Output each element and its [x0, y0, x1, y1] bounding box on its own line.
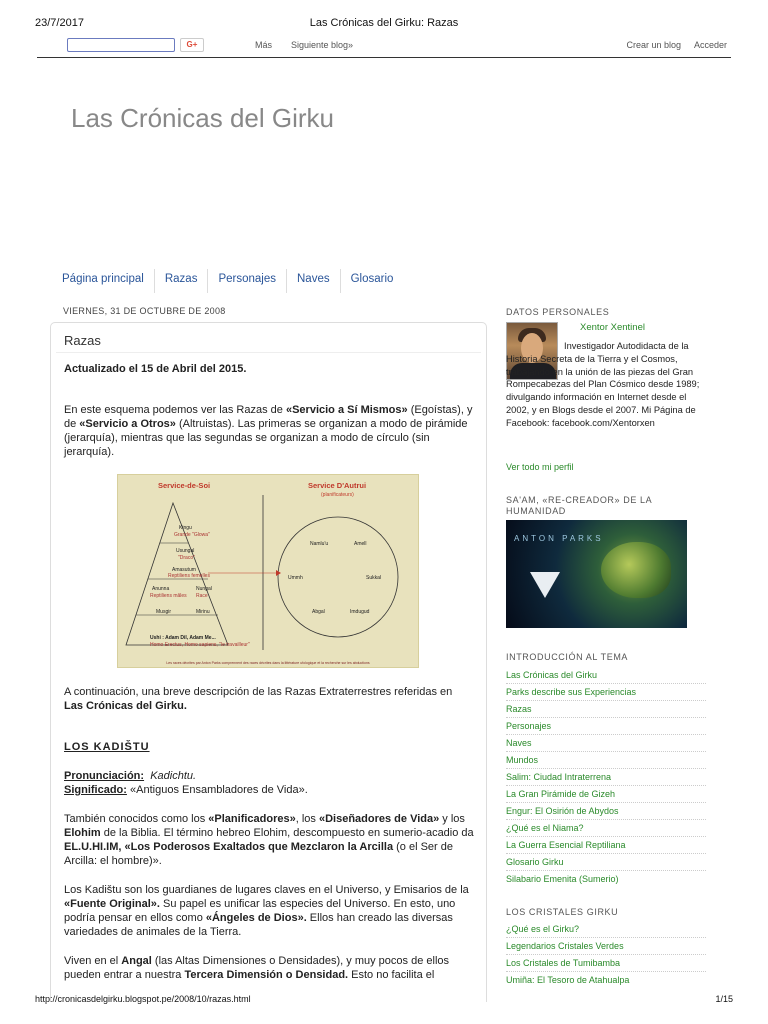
diagram-label: Kingu — [179, 525, 192, 531]
tab-razas[interactable]: Razas — [155, 269, 209, 293]
list-item[interactable]: Naves — [506, 735, 706, 752]
kadistu-paragraph-2: Los Kadištu son los guardianes de lugares claves en el Universo, y Emisarios de la «Fuente Original». Su papel es unificar las especies del Universo. En esto, uno podría pensar en ellos como «Ángeles de Dios». Ellos han creado las diversas variedades de animales de la Tierra. — [64, 884, 469, 938]
updated-note: Actualizado el 15 de Abril del 2015. — [64, 363, 247, 375]
diagram-right-title: Service D'Autrui — [308, 481, 367, 490]
post-title[interactable]: Razas — [64, 333, 101, 348]
list-item[interactable]: Silabario Emenita (Sumerio) — [506, 874, 619, 884]
crystals-heading: LOS CRISTALES GIRKU — [506, 907, 619, 917]
diagram-label: "Draco" — [178, 555, 195, 561]
search-input[interactable] — [67, 38, 175, 52]
list-item[interactable]: ¿Qué es el Niama? — [506, 820, 706, 837]
diagram-label: Imdugud — [350, 609, 370, 615]
diagram-label: Amell — [354, 541, 367, 547]
list-item[interactable]: La Guerra Esencial Reptiliana — [506, 837, 706, 854]
crystals-link-list — [506, 921, 706, 989]
tab-naves[interactable]: Naves — [287, 269, 341, 293]
list-item[interactable]: Legendarios Cristales Verdes — [506, 938, 706, 955]
diagram-footnote: Les races décrites par Anton Parks comprennent des races décrites dans la littérature ufologique et la recherche sur les abductions — [166, 661, 370, 665]
list-item[interactable]: Salim: Ciudad Intraterrena — [506, 769, 706, 786]
diagram-label: Ushi : Adam Dil, Adam Me... — [150, 635, 216, 641]
tab-glosario[interactable]: Glosario — [350, 273, 394, 285]
diagram-label: Reptiliens femelles — [168, 573, 210, 579]
meaning-line: Significado: «Antiguos Ensambladores de Vida». — [64, 784, 308, 796]
list-item[interactable]: Glosario Girku — [506, 854, 706, 871]
diagram-label: Homo Erectus, Homo sapiens, "le travailleur" — [150, 642, 250, 648]
diagram-label: Sukkal — [366, 575, 382, 581]
continuation-paragraph: A continuación, una breve descripción de las Razas Extraterrestres referidas en Las Crónicas del Girku. — [64, 686, 453, 712]
post-date: VIERNES, 31 DE OCTUBRE DE 2008 — [63, 306, 226, 316]
diagram-label: Namlu'u — [310, 541, 329, 547]
profile-heading: DATOS PERSONALES — [506, 307, 610, 317]
print-title: Las Crónicas del Girku: Razas — [309, 17, 459, 29]
print-url: http://cronicasdelgirku.blogspot.pe/2008/10/razas.html — [35, 994, 251, 1004]
blog-title[interactable]: Las Crónicas del Girku — [71, 103, 334, 133]
list-item[interactable]: Engur: El Osirión de Abydos — [506, 803, 706, 820]
print-date: 23/7/2017 — [35, 17, 84, 29]
print-page-number: 1/15 — [715, 994, 733, 1004]
diagram-label: Grande "Glowa" — [174, 532, 210, 538]
diagram-label: Race — [196, 593, 208, 599]
page-tabs — [52, 269, 403, 293]
list-item[interactable]: Mundos — [506, 752, 706, 769]
profile-name-link[interactable]: Xentor Xentinel — [580, 322, 645, 333]
list-item[interactable]: Umiña: El Tesoro de Atahualpa — [506, 975, 630, 985]
diagram-label: Nungal — [196, 586, 212, 592]
reptilian-figure — [601, 542, 671, 598]
list-item[interactable]: Razas — [506, 701, 706, 718]
tab-home[interactable]: Página principal — [52, 269, 155, 293]
list-item[interactable]: La Gran Pirámide de Gizeh — [506, 786, 706, 803]
intro-paragraph: En este esquema podemos ver las Razas de «Servicio a Sí Mismos» (Egoístas), y de «Servicio a Otros» (Altruistas). Las primeras se organizan a modo de pirámide (jerarquía), mientras que las segundas se organizan a modo de círculo (sin jerarquía). — [64, 404, 473, 458]
book-heading: SA'AM, «RE-CREADOR» DE LA HUMANIDAD — [506, 495, 652, 516]
intro-heading: INTRODUCCIÓN AL TEMA — [506, 652, 629, 662]
print-header — [35, 17, 733, 31]
kadistu-paragraph-1: También conocidos como los «Planificadores», los «Diseñadores de Vida» y los Elohim de la Biblia. El término hebreo Elohim, descompuesto en sumerio-acadio da EL.U.HI.IM, «Los Poderosos Exaltados que Mezclaron la Arcilla (o el Ser de Arcilla: el hombre)». — [64, 813, 474, 867]
diagram-label: Musgir — [156, 609, 172, 615]
diagram-label: Usungal — [176, 548, 195, 554]
pronunciation-line: Pronunciación: Kadichtu. — [64, 770, 197, 782]
diagram-right-subtitle: (planificateurs) — [321, 492, 354, 498]
book-cover-image[interactable] — [506, 520, 687, 628]
list-item[interactable]: Los Cristales de Tumibamba — [506, 955, 706, 972]
diagram-label: Mirinu — [196, 609, 210, 615]
diagram-label: Anunna — [152, 586, 170, 592]
next-blog-link[interactable]: Siguiente blog» — [291, 40, 354, 50]
profile-description: Investigador Autodidacta de la Historia Secreta de la Tierra y el Cosmos, trabajando en la unión de las piezas del Gran Rompecabezas del Plan Cósmico desde 1989; divulgando información en Internet desde el 2002, y en Blogs desde el 2007. Mi Página de Facebook: facebook.com/Xentorxen — [506, 341, 700, 428]
google-plus-button[interactable]: G+ — [180, 38, 204, 52]
list-item[interactable]: ¿Qué es el Girku? — [506, 921, 706, 938]
kadistu-paragraph-3: Viven en el Angal (las Altas Dimensiones o Densidades), y muy pocos de ellos pueden entrar a nuestra Tercera Dimensión o Densidad. Esto no facilita el — [64, 955, 449, 981]
book-author: ANTON PARKS — [514, 534, 604, 543]
list-item[interactable]: Personajes — [506, 718, 706, 735]
list-item[interactable]: Las Crónicas del Girku — [506, 667, 706, 684]
list-item[interactable]: Parks describe sus Experiencias — [506, 684, 706, 701]
divider — [56, 352, 481, 353]
login-link[interactable]: Acceder — [693, 40, 727, 50]
view-profile-link[interactable]: Ver todo mi perfil — [506, 462, 574, 472]
diagram-label: Ummh — [288, 575, 303, 581]
blogger-navbar — [37, 36, 731, 58]
intro-link-list — [506, 667, 706, 888]
create-blog-link[interactable]: Crear un blog — [626, 40, 681, 50]
triangle-emblem — [530, 572, 560, 598]
diagram-label: Amasutum — [172, 567, 196, 573]
tab-personajes[interactable]: Personajes — [208, 269, 287, 293]
more-link[interactable]: Más — [255, 40, 273, 50]
section-heading: LOS KADIŠTU — [64, 741, 150, 753]
diagram-left-title: Service-de-Soi — [158, 481, 211, 490]
races-diagram-image — [117, 474, 419, 668]
diagram-label: Abgal — [312, 609, 325, 615]
diagram-label: Reptiliens mâles — [150, 593, 187, 599]
